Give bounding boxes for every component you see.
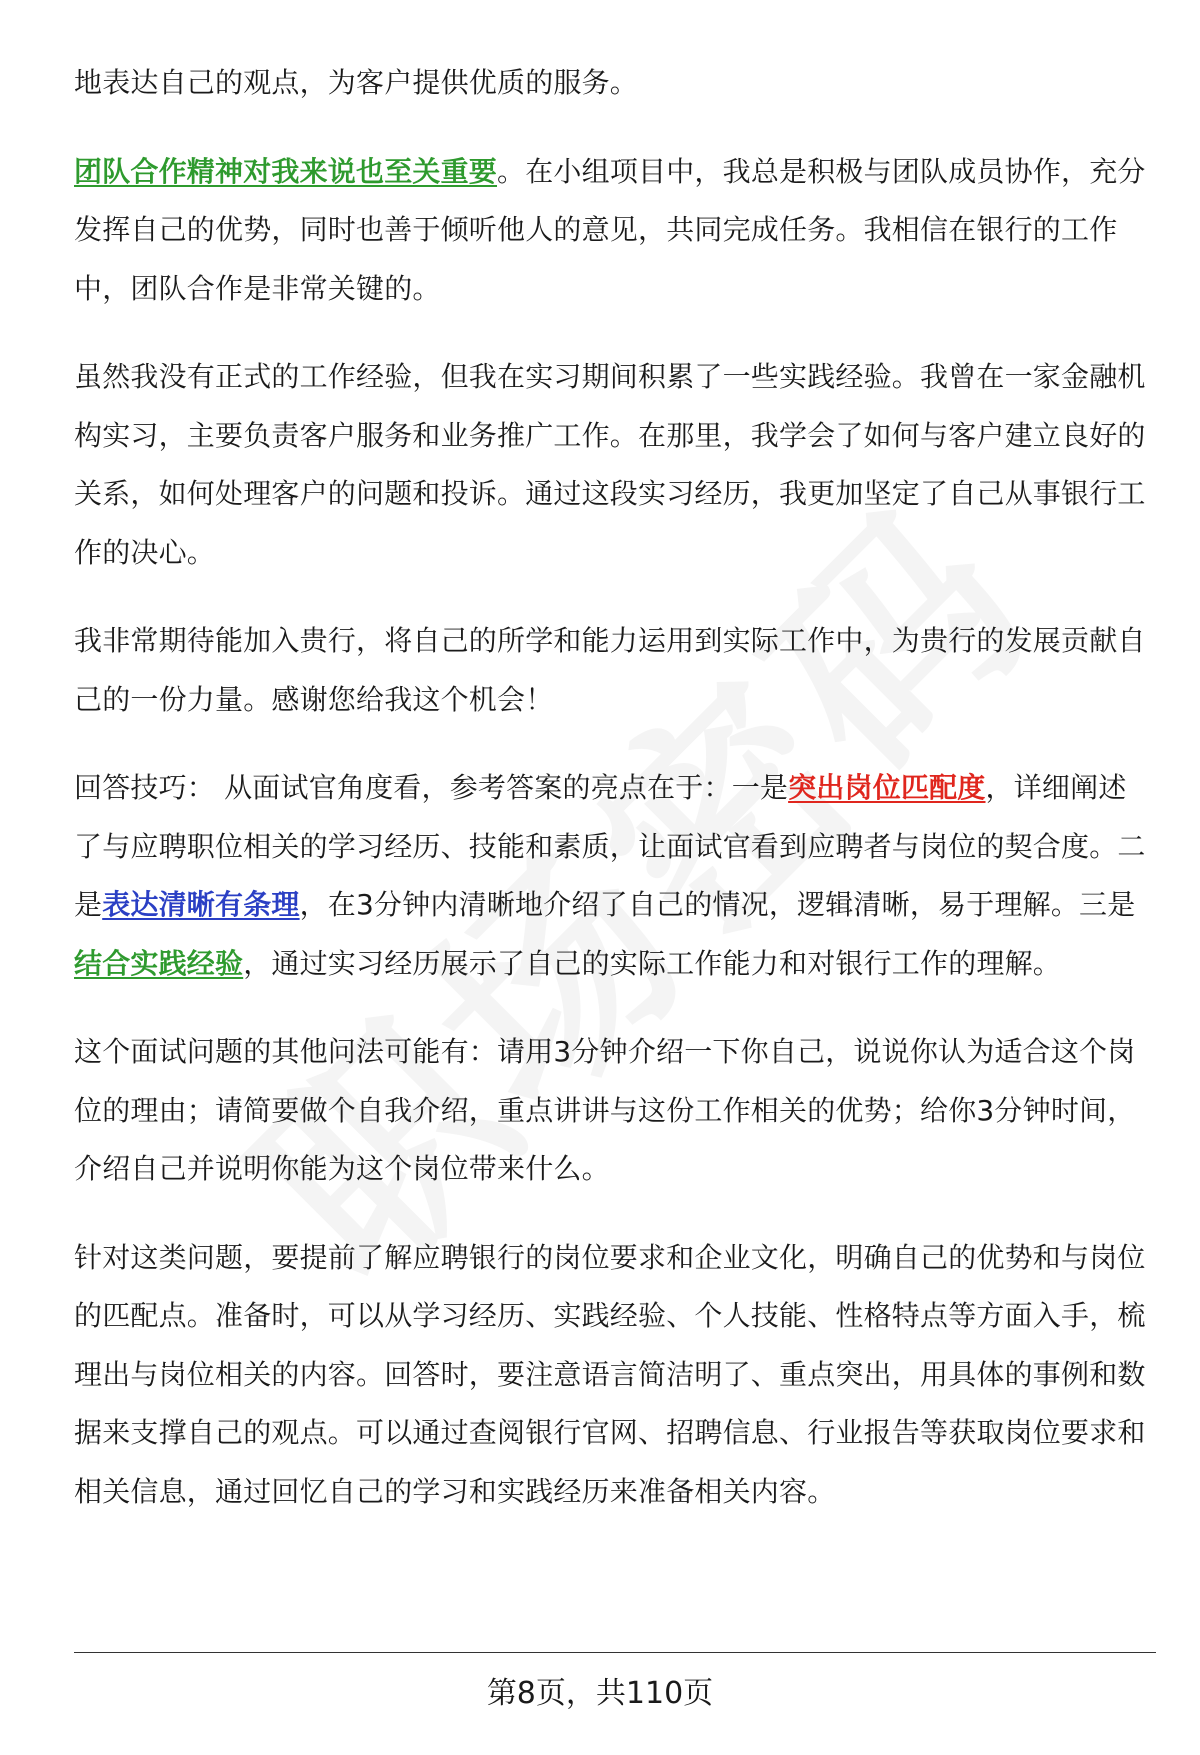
paragraph-text: 虽然我没有正式的工作经验，但我在实习期间积累了一些实践经验。我曾在一家金融机构实习，主要负责客户服务和业务推广工作。在那里，我学会了如何与客户建立良好的关系，如何处理客户的问题和投诉。通过这段实习经历，我更加坚定了自己从事银行工作的决心。 xyxy=(74,360,1146,569)
paragraph-text: 我非常期待能加入贵行，将自己的所学和能力运用到实际工作中，为贵行的发展贡献自己的一份力量。感谢您给我这个机会！ xyxy=(74,624,1146,716)
paragraph-text: 这个面试问题的其他问法可能有：请用3分钟介绍一下你自己，说说你认为适合这个岗位的理由；请简要做个自我介绍，重点讲讲与这份工作相关的优势；给你3分钟时间，介绍自己并说明你能为这个岗位带来什么。 xyxy=(74,1035,1136,1185)
highlight-phrase: 结合实践经验 xyxy=(74,946,244,980)
paragraph-1 xyxy=(74,54,1154,113)
paragraph-6 xyxy=(74,1023,1154,1199)
paragraph-text: ，通过实习经历展示了自己的实际工作能力和对银行工作的理解。 xyxy=(243,946,1062,980)
highlight-phrase: 团队合作精神对我来说也至关重要 xyxy=(74,154,498,188)
highlight-phrase: 突出岗位匹配度 xyxy=(788,771,986,804)
paragraph-text: 。在小组项目中，我总是积极与团队成员协作，充分发挥自己的优势，同时也善于倾听他人的意见，共同完成任务。我相信在银行的工作中，团队合作是非常关键的。 xyxy=(74,154,1146,305)
page-number: 第8页，共110页 xyxy=(486,1676,714,1711)
footer-divider xyxy=(74,1652,1156,1653)
paragraph-4 xyxy=(74,612,1154,729)
paragraph-text: 地表达自己的观点，为客户提供优质的服务。 xyxy=(74,66,639,99)
paragraph-7 xyxy=(74,1229,1154,1522)
paragraph-text: 回答技巧： 从面试官角度看，参考答案的亮点在于：一是 xyxy=(74,771,789,804)
paragraph-text: ，在3分钟内清晰地介绍了自己的情况，逻辑清晰，易于理解。三是 xyxy=(299,888,1136,921)
paragraph-text: 针对这类问题，要提前了解应聘银行的岗位要求和企业文化，明确自己的优势和与岗位的匹配点。准备时，可以从学习经历、实践经验、个人技能、性格特点等方面入手，梳理出与岗位相关的内容。回答时，要注意语言简洁明了、重点突出，用具体的事例和数据来支撑自己的观点。可以通过查阅银行官网、招聘信息、行业报告等获取岗位要求和相关信息，通过回忆自己的学习和实践经历来准备相关内容。 xyxy=(74,1240,1146,1508)
paragraph-3 xyxy=(74,348,1154,582)
paragraph-5 xyxy=(74,759,1154,993)
document-body xyxy=(74,54,1154,1551)
highlight-phrase: 表达清晰有条理 xyxy=(102,888,300,921)
paragraph-text: ，详细阐述了与应聘职位相关的学习经历、技能和素质，让面试官看到应聘者与岗位的契合度。二是 xyxy=(74,771,1146,921)
paragraph-2 xyxy=(74,143,1154,319)
